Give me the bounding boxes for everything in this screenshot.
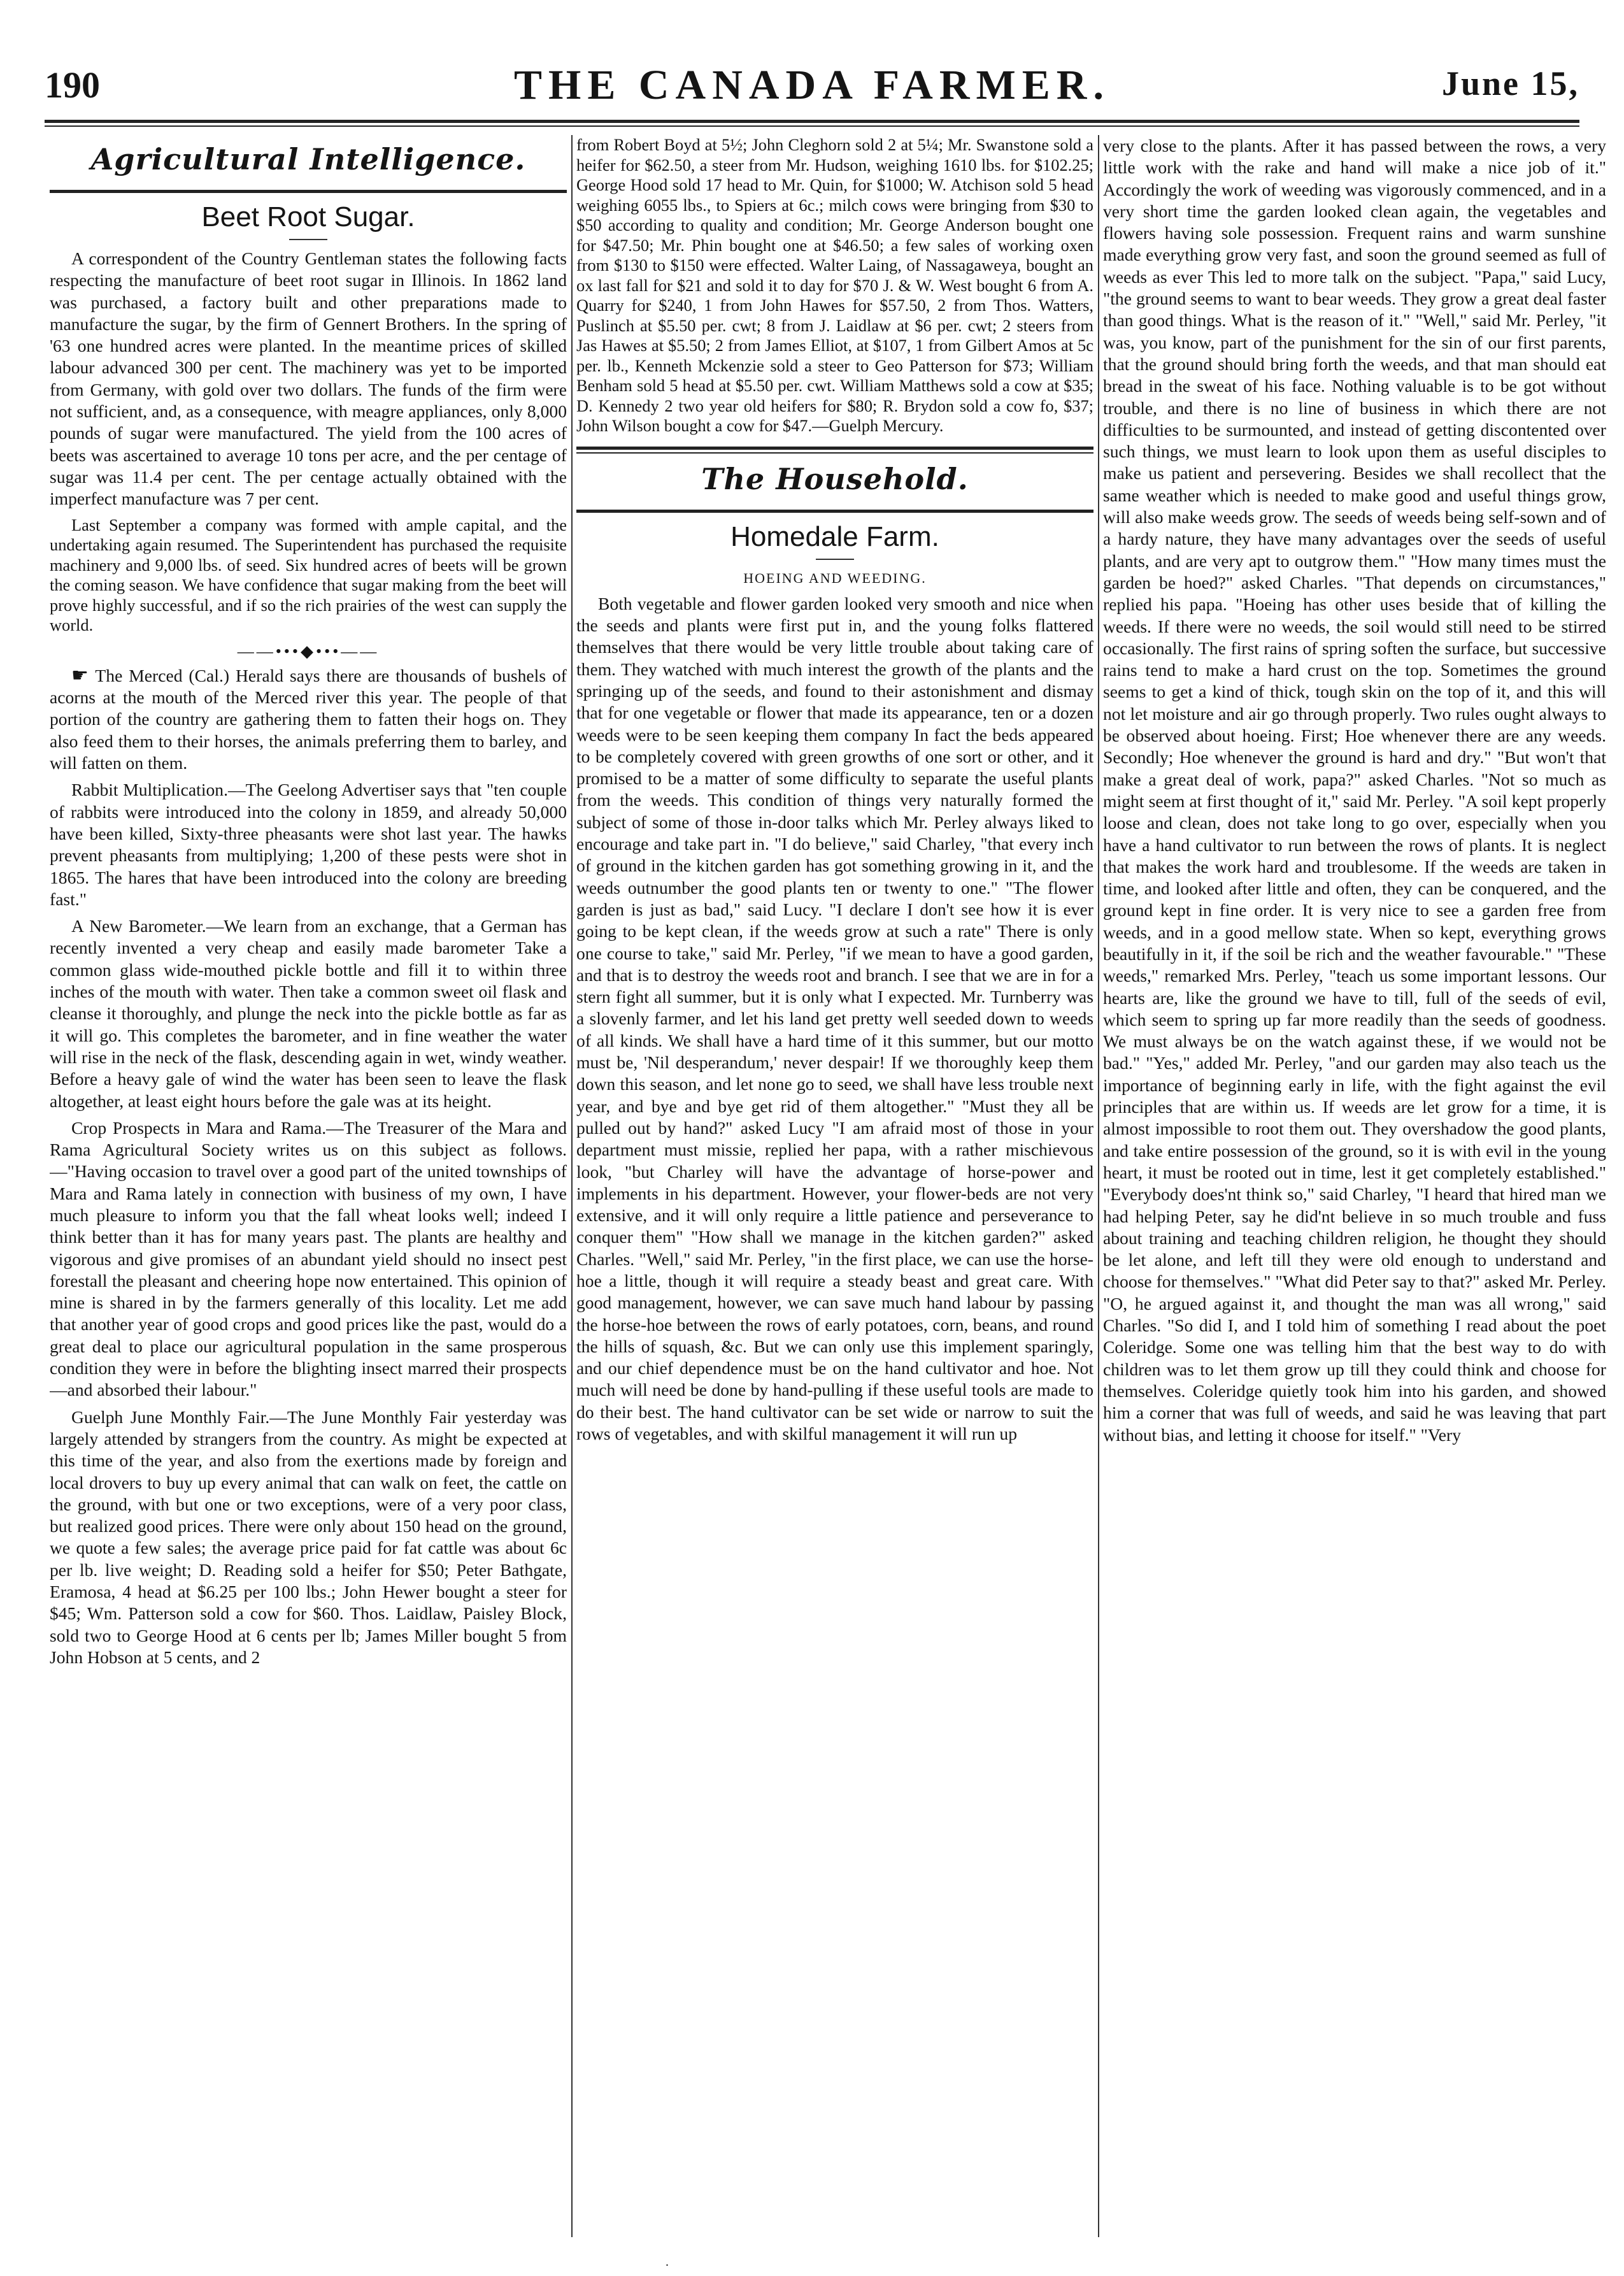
paragraph: Guelph June Monthly Fair.—The June Monthly Fair yesterday was largely attended by strangers from the country. As might be expected at this time of the year, and also from the exertions made by foreign and local drovers to buy up every animal that can walk on feet, the cattle on the ground, with but one or two exceptions, were of a very poor class, but realized good prices. There were only about 150 head on the ground, we quote a few sales; the average price paid for fat cattle was about 6c per lb. live weight; D. Reading sold a heifer for $50; Peter Bathgate, Eramosa, 4 head at $6.25 per 100 lbs.; John Hewer bought a steer for $45; Wm. Patterson sold a cow for $60. Thos. Laidlaw, Paisley Block, sold two to George Hood at 6 cents per lb; James Miller bought 5 from John Hobson at 5 cents, and 2: [50, 1406, 567, 1667]
paragraph: very close to the plants. After it has passed between the rows, a very little work with the rake and hand will make a nice job of it." Accordingly the work of weeding was vigorously commenced, and in a very short time the garden looked clean again, the vegetables and flowers having sole possession. Frequent rains and warm sunshine made everything grow very fast, and soon the ground seemed as full of weeds as ever This led to more talk on the subject. "Papa," said Lucy, "the ground seems to want to bear weeds. They grow a great deal faster than good things. What is the reason of it." "Well," said Mr. Perley, "it was, you know, part of the punishment for the sin of our first parents, that the ground should bring forth the weeds, and that man should eat bread in the sweat of his face. Nothing valuable is to be got without trouble, and there is no line of business in which there are not difficulties to be surmounted, and instead of getting discontented over such things, we must learn to look upon them as useful disciples to make us patient and persevering. Besides we shall recollect that the same weather which is needed to make good and useful things grow, will also make weeds grow. The seeds of weeds being self-sown and of a hardy nature, they have many advantages over the seeds of useful plants, and are very apt to outgrow them." "How many times must the garden be hoed?" asked Charles. "That depends on circumstances," replied his papa. "Hoeing has other uses beside that of killing the weeds. If there were no weeds, the soil would still need to be stirred occasionally. The first rains of spring soften the surface, but successive rains tend to make a hard crust on the top. Sometimes the ground seems to get a kind of thick, tough skin on the top of it, and this will not let moisture and air go through properly. Two rules ought always to be observed about hoeing. First; Hoe whenever there are any weeds. Secondly; Hoe whenever the ground is hard and dry." "But won't that make a great deal of work, papa?" asked Charles. "Not so much as might seem at first thought of it," said Mr. Perley. "A soil kept properly loose and clean, does not take long to go over, especially when you have a hand cultivator to run between the rows of plants. It is neglect that makes the work hard and troublesome. If the weeds are taken in time, and looked after little and often, they can be conquered, and the ground kept in fine order. It is very nice to see a garden free from weeds, and in a good mellow state. When so kept, everything grows beautifully in it, if the soil be rich and the weather favourable." "These weeds," remarked Mrs. Perley, "teach us some important lessons. Our hearts are, like the ground we have to till, full of the seeds of evil, which seem to spring up far more readily than the seeds of goodness. We must always be on the watch against these, if we would not be bad." "Yes," added Mr. Perley, "and our garden may also teach us the importance of beginning early in life, with the fight against the evil principles that are within us. If weeds are let grow for a time, it is almost impossible to root them out. They overshadow the good plants, and take entire possession of the ground, so it is with evil in the young heart, it must be rooted out in time, lest it get completely established." "Everybody does'nt think so," said Charley, "I heard that hired man we had helping Peter, say he did'nt believe in so much trouble and fuss about training and teaching children religion, he thought they should be let alone, and left till they were old enough to understand and choose for themselves." "What did Peter say to that?" asked Mr. Perley. "O, he argued against it, and thought the man was all wrong," said Charles. "So did I, and I told him of something I read about the poet Coleridge. Some one was telling him that the best way to do with children was to let them grow up till they could think and choose for themselves. Coleridge quietly took him into his garden, and showed him a corner that was full of weeds, and said he was leaving that part without bias, and letting it choose for itself." "Very: [1103, 136, 1606, 1445]
article-subheading: HOEING AND WEEDING.: [743, 569, 927, 586]
divider: [576, 452, 1093, 454]
paragraph: Rabbit Multiplication.—The Geelong Advertiser says that "ten couple of rabbits were introduced into the colony in 1859, and already 50,000 have been killed, Sixty-three pheasants were shot last year. The hawks prevent pheasants from multiplying; 1,200 of these pests were shot in 1865. The hares that have been introduced into the colony are breeding fast.": [50, 780, 567, 909]
paragraph: Both vegetable and flower garden looked very smooth and nice when the seeds and plants were first put in, and the young folks flattered themselves that there would be very little trouble about taking care of them. They watched with much interest the growth of the plants and the springing up of the seeds, and found to their astonishment and dismay that for one vegetable or flower that made its appearance, ten or a dozen weeds were to be seen keeping them company In fact the beds appeared to be completely covered with green growths of one sort or other, and it promised to be a matter of some difficulty to separate the useful plants from the weeds. This condition of things very naturally formed the subject of some of those in-door talks which Mr. Perley always liked to encourage and take part in. "I do believe," said Charley, "that every inch of ground in the kitchen garden has got something growing in it, and the weeds outnumber the good plants ten or twenty to one." "The flower garden is just as bad," said Lucy. "I declare I don't see how it is ever going to be kept clean, if the weeds grow at such a rate" There is only one course to take," said Mr. Perley, "if we mean to have a good garden, and that is to destroy the weeds root and branch. I see that we are in for a stern fight all summer, but it is only what I expected. Mr. Turnberry was a slovenly farmer, and let his land get pretty well seeded down to weeds of all kinds. We shall have a hard time of it this summer, but our motto must be, 'Nil desperandum,' never despair! If we thoroughly keep them down this season, and let none go to seed, we shall have less trouble next year, and bye and bye get rid of them altogether." "Must they all be pulled out by hand?" asked Lucy "I am afraid most of those in your department must missie, replied her papa, with a rather mischievous look, "but Charley will have the advantage of horse-power and implements in his department. However, your flower-beds are not very extensive, and it will only require a little patience and perseverance to conquer them" "How shall we manage in the kitchen garden?" asked Charles. "Well," said Mr. Perley, "in the first place, we can use the horse-hoe a little, though it will require a steady beast and great care. With good management, however, we can save much hand labour by passing the horse-hoe between the rows of early potatoes, corn, beans, and round the hills of squash, &c. But we can only use this implement sparingly, and our chief dependence must be on the hand cultivator and hoe. Not much will need be done by hand-pulling if these useful tools are made to do their best. The hand cultivator can be set wide or narrow to suit the rows of vegetables, and with skilful management it will run up: [576, 593, 1093, 1444]
paragraph: Last September a company was formed with ample capital, and the undertaking again resumed. The Superintendent has purchased the requisite machinery and 9,000 lbs. of seed. Six hundred acres of beets will be grown the coming season. We have confidence that sugar making from the beet will prove highly successful, and if so the rich prairies of the west can supply the world.: [50, 515, 567, 635]
issue-date: June 15,: [1441, 64, 1579, 103]
paragraph: from Robert Boyd at 5½; John Cleghorn sold 2 at 5¼; Mr. Swanstone sold a heifer for $62.50, a steer from Mr. Hudson, weighing 1610 lbs. for $102.25; George Hood sold 17 head to Mr. Quin, for $1000; W. Atchison sold 5 head weighing 6055 lbs., to Spiers at 6c.; milch cows were bringing from $30 to $50 according to quality and condition; Mr. George Anderson bought one for $47.50; Mr. Phin bought one at $46.50; a few sales of working oxen from $130 to $150 were effected. Walter Laing, of Nassagaweya, bought an ox last fall for $21 and sold it to day for $70 J. & W. West bought 6 from A. Quarry for $240, 1 from John Hawes for $57.50, 2 from Thos. Watters, Puslinch at $5.50 per. cwt; 8 from J. Laidlaw at $6 per. cwt; 2 steers from Jas Hawes at $5.50; 2 from James Elliot, at $107, 1 from Gilbert Amos at 5c per. lb., Kenneth Mckenzie sold a steer to Geo Patterson for $73; William Benham sold 5 head at $5.50 per. cwt. William Matthews sold a cow at $35; D. Kennedy 2 two year old heifers for $80; R. Brydon sold a cow fo, $37; John Wilson bought a cow for $47.—Guelph Mercury.: [576, 135, 1093, 435]
column-3: [1103, 135, 1606, 2237]
header-rule-thin: [45, 125, 1579, 127]
page-header: [45, 45, 1579, 115]
column-divider: [571, 135, 573, 2237]
column-1: [50, 135, 567, 2237]
article-title: Homedale Farm.: [730, 520, 939, 552]
pointing-hand-icon: ☛: [71, 664, 96, 686]
divider: [289, 239, 327, 240]
divider: [50, 190, 567, 193]
header-rule-thick: [45, 120, 1579, 123]
article-title: Beet Root Sugar.: [201, 201, 415, 233]
section-heading: Agricultural Intelligence.: [90, 142, 526, 176]
section-heading: The Household.: [701, 461, 969, 496]
ornament-divider: ——•••◆•••——: [237, 641, 380, 661]
masthead-title: THE CANADA FARMER.: [514, 62, 1110, 108]
paragraph: Crop Prospects in Mara and Rama.—The Treasurer of the Mara and Rama Agricultural Society writes us on this subject as follows.—"Having occasion to travel over a good part of the united townships of Mara and Rama lately in connection with business of my own, I have much pleasure to inform you that the fall wheat looks well; indeed I think better than it has for many years past. The plants are healthy and vigorous and give promises of an abundant yield should no insect pest forestall the pleasant and cheering hope now entertained. This opinion of mine is shared in by the farmers generally of this locality. Let me add that another year of good crops and good prices like the past, would do a great deal to place our agricultural population in the same prosperous condition they were in before the blighting insect marred their prospects—and absorbed their labour.": [50, 1117, 567, 1400]
divider: [816, 559, 854, 560]
paragraph: A correspondent of the Country Gentleman states the following facts respecting the manufacture of beet root sugar in Illinois. In 1862 land was purchased, a factory built and other preparations made to manufacture the sugar, by the firm of Gennert Brothers. In the spring of '63 one hundred acres were planted. In the meantime prices of skilled labour advanced 300 per cent. The machinery was yet to be imported from Germany, with gold over two dollars. The funds of the firm were not sufficient, and, as a consequence, with meagre appliances, only 8,000 pounds of sugar were manufactured. The yield from the 100 acres of beets was ascertained to average 10 tons per acre, and the per centage of sugar was 11.4 per cent. The per centage actually obtained with the imperfect manufacture was 7 per cent.: [50, 248, 567, 509]
page-number: 190: [45, 64, 100, 106]
paragraph: ☛ The Merced (Cal.) Herald says there are thousands of bushels of acorns at the mouth of the Merced river this year. The people of that portion of the country are gathering them to fatten their hogs on. They also feed them to their horses, the animals preferring them to barley, and will fatten on them.: [50, 664, 567, 773]
column-divider: [1098, 135, 1099, 2237]
footer-mark: .: [666, 2255, 669, 2269]
divider: [576, 447, 1093, 450]
paragraph: A New Barometer.—We learn from an exchange, that a German has recently invented a very cheap and easily made barometer Take a common glass wide-mouthed pickle bottle and fill it to within three inches of the mouth with water. Then take a common sweet oil flask and cleanse it thoroughly, and plunge the neck into the pickle bottle as far as it will go. This completes the barometer, and in fine weather the water will rise in the neck of the flask, descending again in wet, windy weather. Before a heavy gale of wind the water has been seen to leave the flask altogether, at least eight hours before the gale was at its height.: [50, 916, 567, 1111]
column-2: [576, 135, 1093, 2237]
divider: [576, 510, 1093, 513]
